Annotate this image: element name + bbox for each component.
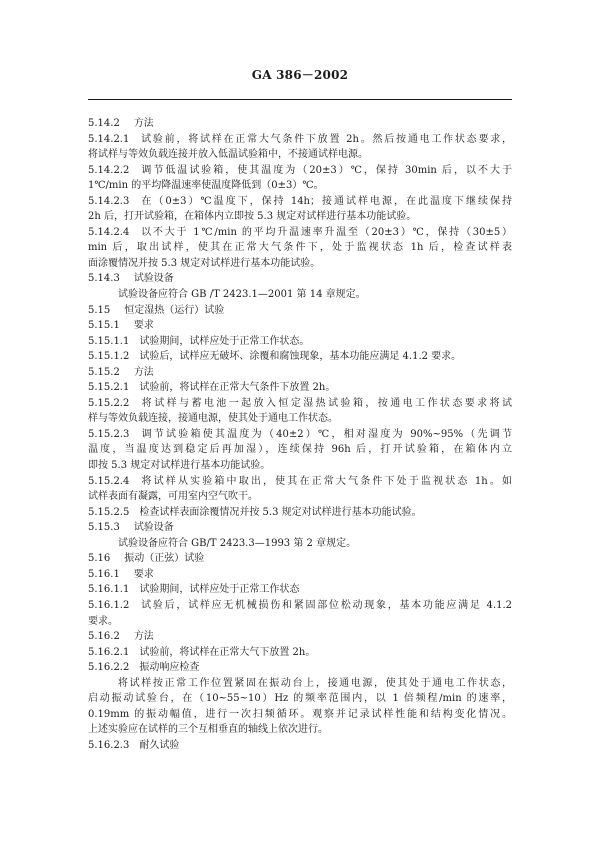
clause-text: 以不大于 1℃/min 的平均升温速率升温至（20±3）℃，保持（30±5） [139, 226, 512, 238]
clause-text: 试验期间，试样应处于正常工作状态。 [139, 335, 310, 347]
text-line [88, 303, 512, 319]
text-line [88, 116, 512, 132]
clause-number: 5.15.1 [88, 320, 120, 332]
clause-number: 5.16.1 [88, 568, 120, 580]
clause-number: 5.15.2 [88, 366, 120, 378]
clause-text: 试验前，将试样在正常大气下放置 2h。 [139, 646, 316, 658]
text-line [88, 163, 512, 179]
text-line [88, 396, 512, 412]
text-line [88, 365, 512, 381]
clause-text: 试验前，将试样在正常大气条件下放置 2h。 [139, 382, 336, 394]
text-line [88, 334, 512, 350]
clause-text: 试验前，将试样在正常大气条件下放置 2h。然后按通电工作状态要求， [139, 133, 512, 145]
text-line [88, 676, 512, 692]
clause-text: 方法 [133, 631, 154, 643]
clause-text: 试验设备应符合 GB/T 2423.3—1993 第 2 章规定。 [118, 537, 357, 549]
clause-text: 试验设备应符合 GB /T 2423.1—2001 第 14 章规定。 [118, 289, 366, 301]
text-line [88, 660, 512, 676]
clause-text: 试验后，试样应无机械损伤和紧固部位松动现象，基本功能应满足 4.1.2 [139, 599, 512, 611]
clause-number: 5.15.1.2 [88, 351, 130, 363]
text-line [88, 271, 512, 287]
text-line [88, 225, 512, 241]
text-line [88, 349, 512, 365]
clause-number: 5.15.3 [88, 522, 120, 534]
text-line [88, 458, 512, 474]
clause-text: 在（0±3）℃温度下，保持 14h；接通试样电源，在此温度下继续保持 [139, 195, 512, 207]
clause-text: 要求 [133, 320, 154, 332]
clause-text: 1℃/min 的平均降温速率使温度降低到（0±3）℃。 [88, 180, 324, 192]
text-line [88, 536, 512, 552]
clause-text: 将试样与等效负载连接并放入低温试验箱中，不接通试样电源。 [88, 149, 368, 161]
text-line [88, 505, 512, 521]
document-code: GA 386－2002 [251, 68, 349, 82]
clause-text: 振动（正弦）试验 [124, 553, 205, 565]
text-line [88, 598, 512, 614]
clause-number: 5.16.1.1 [88, 584, 130, 596]
clause-text: 检查试样表面涂覆情况并按 5.3 规定对试样进行基本功能试验。 [139, 506, 422, 518]
text-line [88, 427, 512, 443]
text-line [88, 287, 512, 303]
text-line [88, 614, 512, 630]
clause-number: 5.16.2.1 [88, 646, 130, 658]
clause-number: 5.15.2.5 [88, 506, 130, 518]
clause-text: 将试样与蓄电池一起放入恒定湿热试验箱，按通电工作状态要求将试 [139, 397, 512, 409]
clause-number: 5.14.2.2 [88, 164, 130, 176]
clause-number: 5.16.2.3 [88, 739, 130, 751]
text-line [88, 707, 512, 723]
clause-text: 试验设备 [133, 273, 174, 285]
clause-text: 方法 [133, 118, 154, 129]
text-line [88, 567, 512, 583]
document-body [88, 116, 512, 753]
clause-number: 5.14.2.4 [88, 226, 130, 238]
clause-number: 5.15.2.2 [88, 397, 130, 409]
clause-text: 要求 [133, 568, 154, 580]
text-line [88, 240, 512, 256]
text-line [88, 132, 512, 148]
text-line [88, 629, 512, 645]
text-line [88, 489, 512, 505]
clause-text: 温度，当温度达到稳定后再加湿），连续保持 96h 后，打开试验箱，在箱体内立 [88, 444, 512, 456]
clause-number: 5.15.1.1 [88, 335, 130, 347]
clause-text: min 后，取出试样，使其在正常大气条件下，处于监视状态 1h 后，检查试样表 [88, 242, 512, 254]
text-line [88, 722, 512, 738]
clause-text: 2h 后，打开试验箱，在箱体内立即按 5.3 规定对试样进行基本功能试验。 [88, 211, 417, 223]
text-line [88, 582, 512, 598]
clause-text: 振动响应检查 [139, 662, 200, 674]
text-line [88, 442, 512, 458]
clause-text: 将试样从实验箱中取出，使其在正常大气条件下处于监视状态 1h。如 [139, 475, 512, 487]
clause-number: 5.15.2.4 [88, 475, 130, 487]
text-line [88, 551, 512, 567]
clause-text: 耐久试验 [139, 739, 180, 751]
clause-number: 5.14.3 [88, 273, 120, 285]
clause-number: 5.16.2 [88, 631, 120, 643]
clause-number: 5.14.2 [88, 118, 120, 129]
clause-text: 方法 [133, 366, 154, 378]
clause-text: 上述实验应在试样的三个互相垂直的轴线上依次进行。 [88, 724, 328, 736]
text-line [88, 194, 512, 210]
text-line [88, 178, 512, 194]
clause-number: 5.14.2.3 [88, 195, 130, 207]
clause-text: 调节低温试验箱，使其温度为（20±3）℃，保持 30min 后，以不大于 [139, 164, 512, 176]
clause-text: 试验期间，试样应处于正常工作状态 [139, 584, 300, 596]
clause-number: 5.16.1.2 [88, 599, 130, 611]
clause-text: 样与等效负载连接，接通电源，使其处于通电工作状态。 [88, 413, 338, 425]
document-header [0, 66, 600, 83]
text-line [88, 318, 512, 334]
clause-text: 恒定湿热（运行）试验 [124, 304, 225, 316]
clause-text: 即按 5.3 规定对试样进行基本功能试验。 [88, 460, 271, 472]
clause-text: 试验设备 [133, 522, 174, 534]
text-line [88, 474, 512, 490]
clause-text: 调节试验箱使其温度为（40±2）℃，相对湿度为 90%~95%（先调节 [139, 428, 512, 440]
clause-text: 面涂覆情况并按 5.3 规定对试样进行基本功能试验。 [88, 257, 321, 269]
text-line [88, 520, 512, 536]
clause-text: 试验后，试样应无破坏、涂覆和腐蚀现象，基本功能应满足 4.1.2 要求。 [139, 351, 462, 363]
clause-text: 试样表面有凝露，可用室内空气吹干。 [88, 491, 258, 503]
clause-number: 5.16.2.2 [88, 662, 130, 674]
clause-number: 5.15.2.1 [88, 382, 130, 394]
clause-number: 5.16 [88, 553, 111, 565]
clause-text: 要求。 [88, 615, 118, 627]
text-line [88, 691, 512, 707]
text-line [88, 645, 512, 661]
text-line [88, 209, 512, 225]
clause-number: 5.15 [88, 304, 111, 316]
text-line [88, 380, 512, 396]
text-line [88, 411, 512, 427]
clause-number: 5.15.2.3 [88, 428, 130, 440]
clause-number: 5.14.2.1 [88, 133, 130, 145]
clause-text: 0.19mm 的振动幅值，进行一次扫频循环。观察并记录试样性能和结构变化情况。 [88, 708, 512, 720]
clause-text: 将试样按正常工作位置紧固在振动台上，接通电源，使其处于通电工作状态， [118, 677, 512, 689]
text-line [88, 256, 512, 272]
text-line [88, 147, 512, 163]
header-rule [88, 99, 512, 100]
text-line [88, 738, 512, 754]
clause-text: 启动振动试验台，在（10~55~10）Hz 的频率范围内，以 1 倍频程/min 的速率， [88, 693, 512, 705]
